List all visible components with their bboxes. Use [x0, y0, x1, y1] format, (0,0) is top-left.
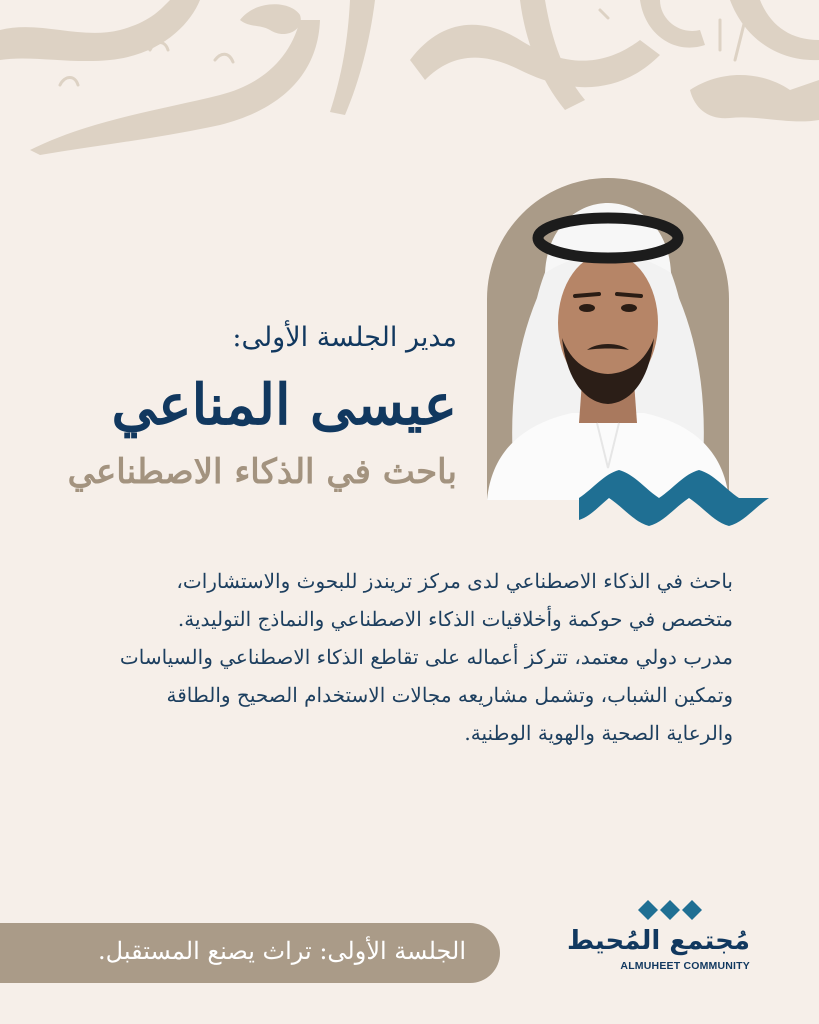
person-portrait-icon [487, 178, 729, 500]
logo-english-text: ALMUHEET COMMUNITY [620, 960, 750, 972]
moderator-label: مدير الجلسة الأولى: [232, 322, 457, 353]
session-banner [0, 923, 500, 983]
portrait-frame [487, 178, 729, 500]
bio-line: والرعاية الصحية والهوية الوطنية. [464, 721, 733, 745]
bio-line: مدرب دولي معتمد، تتركز أعماله على تقاطع الذكاء الاصطناعي والسياسات [119, 645, 733, 669]
speaker-bio [83, 562, 733, 752]
community-logo [567, 900, 750, 980]
speaker-name: عيسى المناعي [111, 372, 457, 438]
bio-line: متخصص في حوكمة وأخلاقيات الذكاء الاصطناعي والنماذج التوليدية. [177, 607, 733, 631]
bio-line: وتمكين الشباب، وتشمل مشاريعه مجالات الاستخدام الصحيح والطاقة [166, 683, 733, 707]
wave-diamonds-icon [579, 470, 769, 526]
logo-arabic-text: مُجتمع المُحيط [567, 926, 750, 956]
logo-diamonds-icon [638, 900, 702, 920]
speaker-role: باحث في الذكاء الاصطناعي [67, 452, 457, 492]
session-title: الجلسة الأولى: تراث يصنع المستقبل. [98, 937, 466, 965]
bio-line: باحث في الذكاء الاصطناعي لدى مركز تريندز للبحوث والاستشارات، [176, 569, 733, 593]
calligraphy-decoration-icon [0, 0, 819, 160]
